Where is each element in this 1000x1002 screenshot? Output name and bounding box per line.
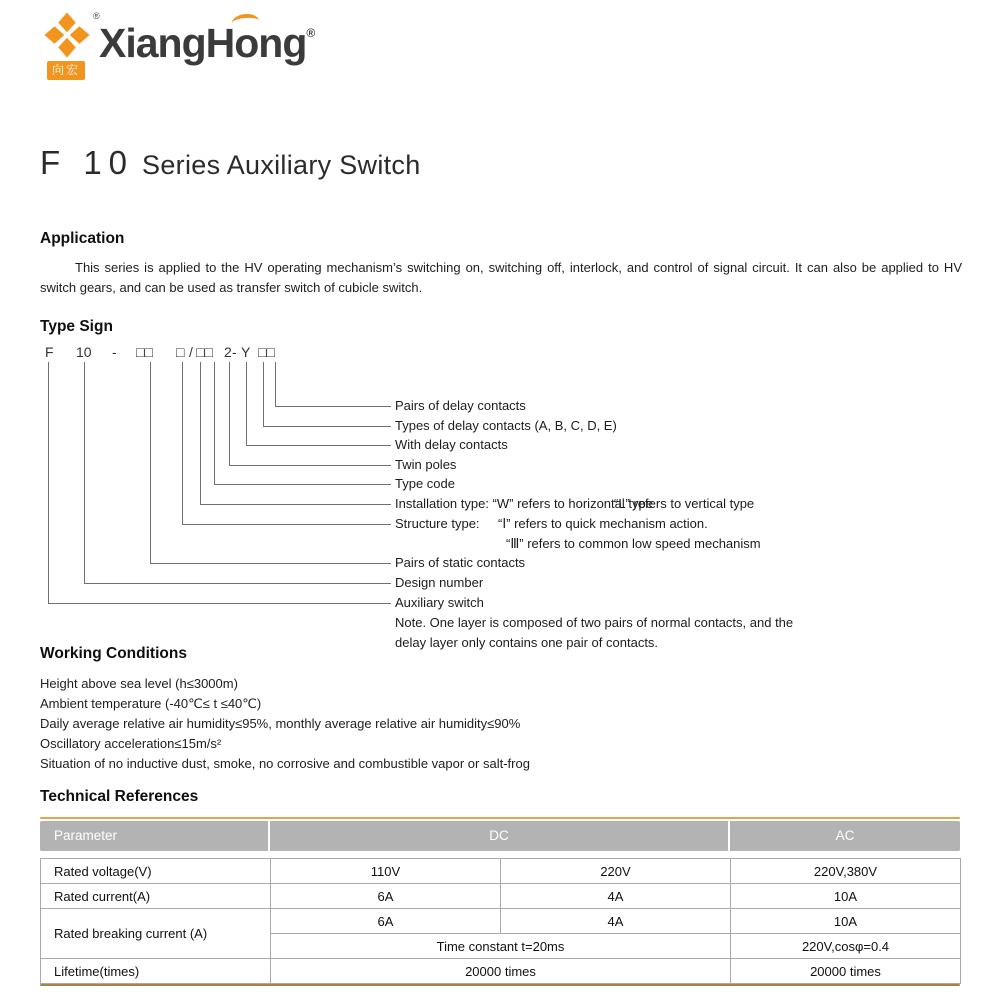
label-installation-2: “L” refers to vertical type (614, 496, 755, 511)
cell-value: 10A (731, 884, 961, 909)
title-series: Series Auxiliary Switch (142, 150, 421, 180)
cell-value: Time constant t=20ms (271, 934, 731, 959)
table-header-parameter: Parameter (40, 821, 270, 851)
cell-value: 220V,380V (731, 859, 961, 884)
cell-param: Rated breaking current (A) (41, 909, 271, 959)
label-structure-1: “Ⅰ” refers to quick mechanism action. (498, 516, 708, 531)
cell-param: Rated current(A) (41, 884, 271, 909)
working-conditions-list (40, 674, 530, 774)
label-note-line2: delay layer only contains one pair of contacts. (395, 635, 659, 650)
table-header-ac: AC (835, 828, 855, 843)
cell-value: 220V (501, 859, 731, 884)
table-row-lifetime (41, 959, 961, 984)
code-part-box2: □ (176, 344, 185, 360)
label-installation-1: Installation type: “W” refers to horizontal type (395, 496, 653, 511)
cell-value: 20000 times (731, 959, 961, 984)
connector-line-pairs-delay (275, 362, 391, 407)
code-part-dash2: - (232, 344, 237, 360)
table-row-rated-voltage (41, 859, 961, 884)
working-condition-item: Situation of no inductive dust, smoke, no corrosive and combustible vapor or salt-frog (40, 756, 530, 771)
brand-part1: XiangH (99, 20, 235, 66)
cell-value: 6A (271, 884, 501, 909)
code-part-slash: / (189, 344, 193, 360)
cell-value: 10A (731, 909, 961, 934)
code-part-boxes3: □□ (196, 344, 213, 360)
label-twin-poles: Twin poles (395, 457, 457, 472)
label-pairs-delay: Pairs of delay contacts (395, 398, 526, 413)
label-types-delay: Types of delay contacts (A, B, C, D, E) (395, 418, 617, 433)
label-structure-2: “Ⅲ” refers to common low speed mechanism (506, 536, 761, 551)
cell-param: Rated voltage(V) (41, 859, 271, 884)
table-header-dc: DC (270, 821, 730, 851)
technical-table (40, 817, 960, 986)
code-part-10: 10 (76, 344, 92, 360)
working-condition-item: Ambient temperature (-40℃≤ t ≤40℃) (40, 696, 262, 711)
working-conditions-heading: Working Conditions (40, 645, 187, 662)
cell-value: 220V,cosφ=0.4 (731, 934, 961, 959)
cell-param: Lifetime(times) (41, 959, 271, 984)
label-note-line1: Note. One layer is composed of two pairs of normal contacts, and the (395, 615, 794, 630)
brand-part2: ng (258, 20, 307, 66)
title-model: F 10 (40, 144, 135, 181)
code-part-2: 2 (224, 344, 232, 360)
logo-registered-mark: ® (93, 11, 100, 21)
working-condition-item: Oscillatory acceleration≤15m/s² (40, 736, 222, 751)
code-part-Y: Y (241, 344, 251, 360)
brand-registered-mark: ® (306, 26, 316, 40)
flower-cross-logo-icon (44, 12, 90, 58)
code-part-dash1: - (112, 344, 117, 360)
table-row-rated-breaking-1 (41, 909, 961, 934)
table-bottom-accent-line (40, 984, 960, 986)
technical-references-heading: Technical References (40, 788, 199, 805)
brand-accented-o: o (234, 20, 259, 66)
page-title (40, 144, 421, 182)
code-part-boxes4: □□ (258, 344, 275, 360)
label-structure-head: Structure type: (395, 516, 480, 531)
spec-table (40, 858, 961, 984)
cell-value: 20000 times (271, 959, 731, 984)
logo-chinese-text: 向宏 (47, 61, 85, 80)
cell-value: 6A (271, 909, 501, 934)
code-part-F: F (45, 344, 54, 360)
type-sign-heading: Type Sign (40, 318, 113, 335)
brand-name (99, 20, 315, 67)
label-pairs-static: Pairs of static contacts (395, 555, 526, 570)
working-condition-item: Daily average relative air humidity≤95%, monthly average relative air humidity≤90% (40, 716, 521, 731)
cell-value: 110V (271, 859, 501, 884)
working-condition-item: Height above sea level (h≤3000m) (40, 676, 238, 691)
label-type-code: Type code (395, 476, 455, 491)
table-header-row (40, 821, 960, 851)
type-sign-diagram (40, 344, 975, 659)
cell-value: 4A (501, 884, 731, 909)
label-aux-switch: Auxiliary switch (395, 595, 484, 610)
code-part-boxes1: □□ (136, 344, 153, 360)
label-with-delay: With delay contacts (395, 437, 508, 452)
application-body: This series is applied to the HV operating mechanism’s switching on, switching off, interlock, and control of signal circuit. It can also be applied to HV switch gears, and can be used as transfer switch of cubicle switch. (40, 260, 962, 295)
table-top-accent-line (40, 817, 960, 819)
cell-value: 4A (501, 909, 731, 934)
table-row-rated-current (41, 884, 961, 909)
application-heading: Application (40, 230, 125, 247)
label-design-number: Design number (395, 575, 484, 590)
